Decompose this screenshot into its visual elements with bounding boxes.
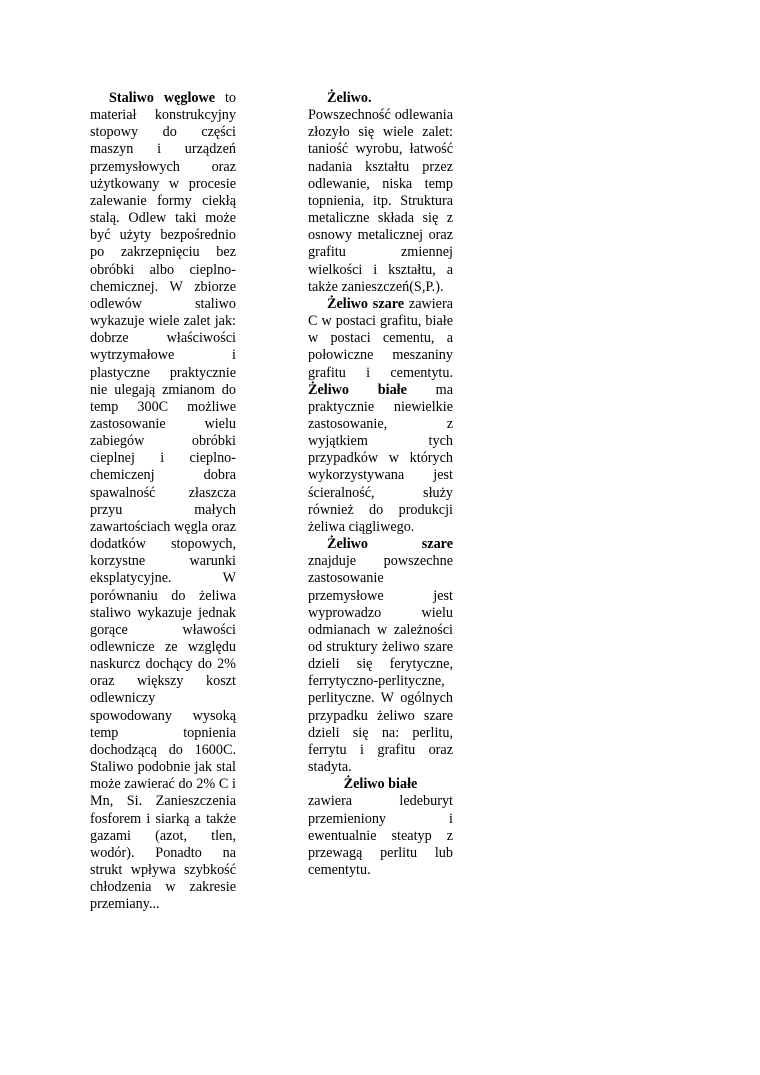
right-column (308, 90, 453, 879)
paragraph-text: zawiera ledeburyt przemieniony i ewentualnie steatyp z przewagą perlitu lub cementytu. (308, 793, 453, 879)
paragraph-zeliwo-szare-biale (308, 296, 453, 536)
heading-zeliwo-biale-2: Żeliwo białe (343, 776, 418, 793)
paragraph-text: Powszechność odlewania złozyło się wiele zalet: taniość wyrobu, łatwość nadania kształtu przez odlewanie, niska temp topnienia, itp. Struktura metaliczne składa się z osnowy metalicznej oraz grafitu zmiennej wielkości i kształtu, a także zanieszczeń(S,P.). (308, 107, 453, 295)
heading-zeliwo-szare-2: Żeliwo szare (327, 536, 453, 553)
paragraph-staliwo (90, 90, 236, 914)
paragraph-zeliwo-szare-2 (308, 536, 453, 776)
heading-staliwo-weglowe: Staliwo węglowe (109, 90, 216, 106)
paragraph-text: zawiera C w postaci grafitu, białe w postaci cementu, a połowiczne meszaniny grafitu i cementytu. (308, 295, 453, 381)
heading-zeliwo-biale: Żeliwo białe (308, 381, 407, 398)
heading-zeliwo-szare: Żeliwo szare (327, 295, 405, 312)
paragraph-text: ma praktycznie niewielkie zastosowanie, z wyjątkiem tych przypadków w których wykorzystywana jest ścieralność, służy również do produkcji żeliwa ciągliwego. (308, 381, 453, 535)
paragraph-zeliwo-text (308, 107, 453, 296)
heading-zeliwo: Żeliwo. (327, 90, 372, 106)
paragraph-text: to materiał konstrukcyjny stopowy do części maszyn i urządzeń przemysłowych oraz użytkowany w procesie zalewanie formy ciekłą stalą. Odlew taki może być użyty bezpośrednio po zakrzepnięciu bez obróbki albo cieplno-chemicznej. W zbiorze odlewów staliwo wykazuje wiele zalet jak: dobrze właściwości wytrzymałowe i plastyczne praktycznie nie ulegają zmianom do temp 300C możliwe zastosowanie wielu zabiegów obróbki cieplnej i cieplno-chemiczenj dobra spawalność złaszcza przyu małych zawartościach węgla oraz dodatków stopowych, korzystne warunki eksplatycyjne. W porównaniu do żeliwa staliwo wykazuje jednak gorące wławości odlewnicze ze względu naskurcz dochący do 2% oraz większy koszt odlewniczy spowodowany wysoką temp topnienia dochodzącą do 1600C. Staliwo podobnie jak stal może zawierać do 2% C i Mn, Si. Zanieszczenia fosforem i siarką a także gazami (azot, tlen, wodór). Ponadto na strukt wpływa szybkość chłodzenia w zakresie przemiany... (90, 90, 236, 913)
paragraph-zeliwo-biale-heading (308, 776, 453, 793)
paragraph-zeliwo (308, 90, 453, 107)
paragraph-zeliwo-biale-text (308, 793, 453, 879)
paragraph-text: znajduje powszechne zastosowanie przemysłowe jest wyprowadzo wielu odmianach w zależności od struktury żeliwo szare dzieli się ferytyczne, ferrytyczno-perlityczne, perlityczne. W ogólnych przypadku żeliwo szare dzieli się na: perlitu, ferrytu i grafitu oraz stadyta. (308, 553, 453, 776)
left-column (90, 90, 236, 914)
